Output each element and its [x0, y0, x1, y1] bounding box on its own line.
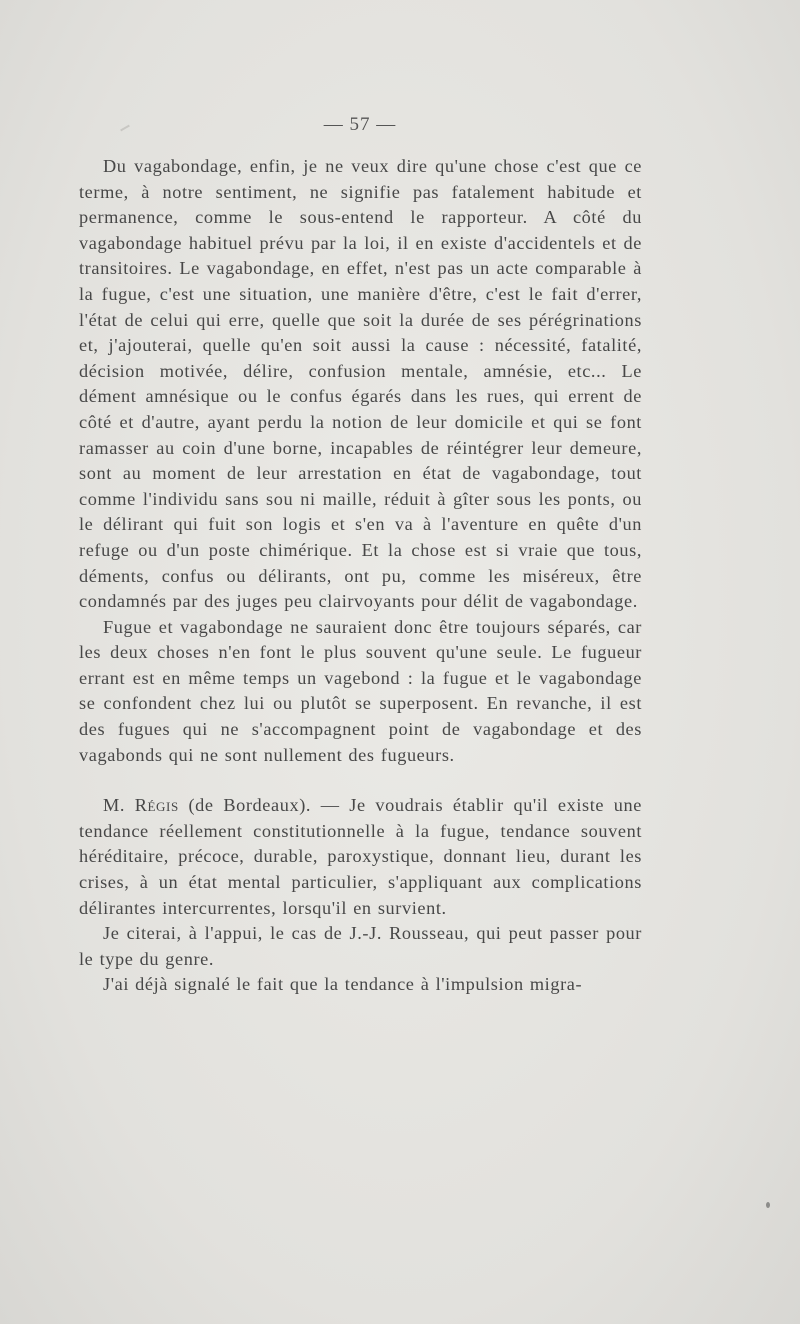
body-text — [79, 154, 642, 998]
paragraph-fugue: Fugue et vagabondage ne sauraient donc être toujours séparés, car les deux choses n'en font le plus souvent qu'une seule. Le fugueur errant est en même temps un vagebond : la fugue et le vagabondage se confondent chez lui ou plutôt se superposent. En revanche, il est des fugues qui ne s'accompagnent point de vagabondage et des vagabonds qui ne sont nullement des fugueurs. — [79, 616, 642, 765]
paragraph-vagabondage: Du vagabondage, enfin, je ne veux dire qu'une chose c'est que ce terme, à notre sentiment, ne signifie pas fatalement habitude et permanence, comme le sous-entend le rapporteur. A côté du vagabondage habituel prévu par la loi, il en existe d'accidentels et de transitoires. Le vagabondage, en effet, n'est pas un acte comparable à la fugue, c'est une situation, une manière d'être, c'est le fait d'errer, l'état de celui qui erre, quelle que soit la durée de ses pérégrinations et, j'ajouterai, quelle qu'en soit aussi la cause : nécessité, fatalité, décision motivée, délire, confusion mentale, amnésie, etc... Le dément amnésique ou le confus égarés dans les rues, qui errent de côté et d'autre, ayant perdu la notion de leur domicile et qui se font ramasser au coin d'une borne, incapables de réintégrer leur demeure, sont au moment de leur arrestation en état de vagabondage, tout comme l'individu sans sou ni maille, réduit à gîter sous les ponts, ou le délirant qui fuit son logis et s'en va à l'aventure en quête d'un refuge ou d'un poste chimérique. Et la chose est si vraie que tous, déments, confus ou délirants, ont pu, comme les miséreux, être condamnés par des juges peu clairvoyants pour délit de vagabondage. — [79, 156, 642, 612]
speaker-text: (de Bordeaux). — Je voudrais établir qu'il existe une tendance réellement constitutionnelle à la fugue, tendance souvent héréditaire, précoce, durable, paroxystique, donnant lieu, durant les crises, à un état mental particulier, s'appliquant aux complications délirantes intercurrentes, lorsqu'il en survient. — [79, 795, 642, 918]
page-number: — 57 — — [323, 114, 397, 135]
paragraph-regis — [79, 793, 642, 921]
speaker-prefix: M. — [103, 795, 135, 816]
speaker-name: Régis — [134, 795, 179, 816]
paragraph-impulsion: J'ai déjà signalé le fait que la tendance à l'impulsion migra- — [103, 974, 583, 995]
paragraph-rousseau: Je citerai, à l'appui, le cas de J.-J. Rousseau, qui peut passer pour le type du genre. — [79, 923, 642, 969]
paper-speck — [766, 1202, 770, 1208]
